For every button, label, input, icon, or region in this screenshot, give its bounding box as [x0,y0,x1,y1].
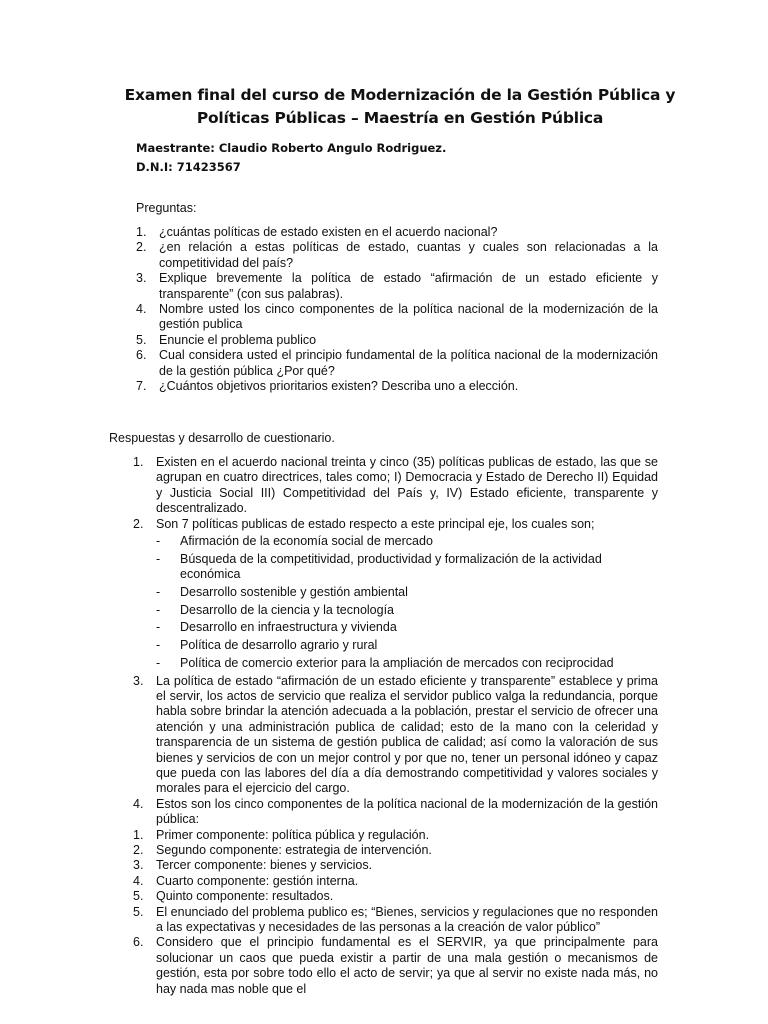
answers-list [133,455,658,997]
question-item [136,240,658,271]
component-text: Primer componente: política pública y regulación. [156,827,430,842]
bullet-text: Desarrollo sostenible y gestión ambiental [180,585,408,600]
answer-text: El enunciado del problema publico es; “Bienes, servicios y regulaciones que no responden a las expectativas y necesidades de las personas a la creación de valor público” [156,904,658,935]
component-text: Segundo componente: estrategia de intervención. [156,843,432,858]
question-item [136,271,658,302]
question-text: Nombre usted los cinco componentes de la política nacional de la modernización de la gestión publica [159,302,658,332]
bullet-text: Desarrollo en infraestructura y vivienda [180,620,397,635]
questions-list [136,225,658,394]
bullet-item: - Política de desarrollo agrario y rural [156,638,378,653]
question-text: ¿cuántas políticas de estado existen en el acuerdo nacional? [159,225,498,239]
component-text: Cuarto componente: gestión interna. [156,873,359,888]
question-item [136,348,658,379]
answers-heading: Respuestas y desarrollo de cuestionario. [109,431,335,445]
answer-text: Estos son los cinco componentes de la política nacional de la modernización de la gestión pública: [156,796,658,827]
bullet-item: - Desarrollo sostenible y gestión ambiental [156,585,408,600]
component-number: 2. [133,843,144,858]
answer-text: Existen en el acuerdo nacional treinta y cinco (35) políticas publicas de estado, las que se agrupan en cuatro directrices, tales como; I) Democracia y Estado de Derecho II) Equidad y Justicia Social III) Competitividad del País y, IV) Estado eficiente, transparente y descentralizado. [156,455,658,516]
question-number: 6. [136,348,147,363]
answer-number: 5. [133,904,144,919]
answer-text: Son 7 políticas publicas de estado respecto a este principal eje, los cuales son; [156,516,595,531]
answer-item [133,905,658,936]
answer-item [133,935,658,997]
student-dni: D.N.I: 71423567 [136,160,241,174]
question-number: 5. [136,332,147,347]
bullet-text: Búsqueda de la competitividad, productividad y formalización de la actividad económica [180,552,602,582]
question-text: Enuncie el problema publico [159,332,317,347]
answer-item [133,517,658,671]
bullet-item: - Desarrollo en infraestructura y vivienda [156,620,397,635]
component-item [133,858,658,873]
answer-item [133,797,658,828]
answer-number: 2. [133,516,144,531]
question-text: Cual considera usted el principio fundamental de la política nacional de la modernización de la gestión pública ¿Por qué? [159,348,658,378]
policy-bullet-list [156,534,658,671]
question-item [136,333,658,348]
component-item [133,874,658,889]
question-text: ¿en relación a estas políticas de estado, cuantas y cuales son relacionadas a la competitividad del país? [159,240,658,270]
bullet-text: Desarrollo de la ciencia y la tecnología [180,602,395,617]
bullet-text: Política de desarrollo agrario y rural [180,638,378,653]
question-item [136,379,658,394]
component-number: 5. [133,889,144,904]
component-item [133,843,658,858]
questions-heading: Preguntas: [136,201,197,215]
question-number: 7. [136,379,147,394]
component-item [133,828,658,843]
question-item [136,302,658,333]
answer-item [133,455,658,517]
component-item [133,889,658,904]
bullet-item: - Búsqueda de la competitividad, productividad y formalización de la actividad económica [156,552,658,582]
document-title: Examen final del curso de Modernización de la Gestión Pública y Políticas Públicas – Maestría en Gestión Pública [124,86,676,127]
component-number: 4. [133,873,144,888]
answer-number: 4. [133,796,144,811]
question-item [136,225,658,240]
answer-number: 3. [133,673,144,688]
question-number: 3. [136,271,147,286]
question-number: 1. [136,225,147,239]
bullet-item: - Desarrollo de la ciencia y la tecnología [156,602,395,617]
student-name: Maestrante: Claudio Roberto Angulo Rodriguez. [136,141,447,155]
component-text: Quinto componente: resultados. [156,889,334,904]
question-number: 4. [136,302,147,317]
answer-number: 6. [133,935,144,950]
component-number: 1. [133,827,144,842]
bullet-text: Afirmación de la economía social de mercado [180,534,433,549]
bullet-item: - Afirmación de la economía social de mercado [156,534,433,549]
answer-item [133,674,658,797]
component-text: Tercer componente: bienes y servicios. [156,858,373,873]
answer-text: Considero que el principio fundamental es el SERVIR, ya que principalmente para solucionar un caos que pueda existir a partir de una mala gestión o mecanismos de gestión, esta por sobre todo ello el acto de servir; ya que al servir no existe nada más, no hay nada mas noble que el [156,935,658,996]
bullet-text: Política de comercio exterior para la ampliación de mercados con reciprocidad [180,655,614,670]
component-number: 3. [133,858,144,873]
question-text: ¿Cuántos objetivos prioritarios existen? Describa uno a elección. [159,379,519,394]
answer-number: 1. [133,455,144,469]
bullet-item: - Política de comercio exterior para la ampliación de mercados con reciprocidad [156,655,614,670]
question-text: Explique brevemente la política de estado “afirmación de un estado eficiente y transparente” (con sus palabras). [159,271,658,301]
answer-text: La política de estado “afirmación de un estado eficiente y transparente” establece y prima el servir, los actos de servicio que realiza el servidor publico valga la redundancia, porque habla sobre brindar la atención adecuada a la población, prestar el servicio de ofrecer una atención y una administración publica de calidad; esto de la mano con la celeridad y transparencia de un sistema de gestión publica de calidad; así como la valoración de sus bienes y servicios de con un mejor control y por que no, tener un personal idóneo y capaz que pueda con las labores del día a día demostrando competitividad y valores sociales y morales para el ejercicio del cargo. [156,673,658,796]
question-number: 2. [136,240,147,255]
